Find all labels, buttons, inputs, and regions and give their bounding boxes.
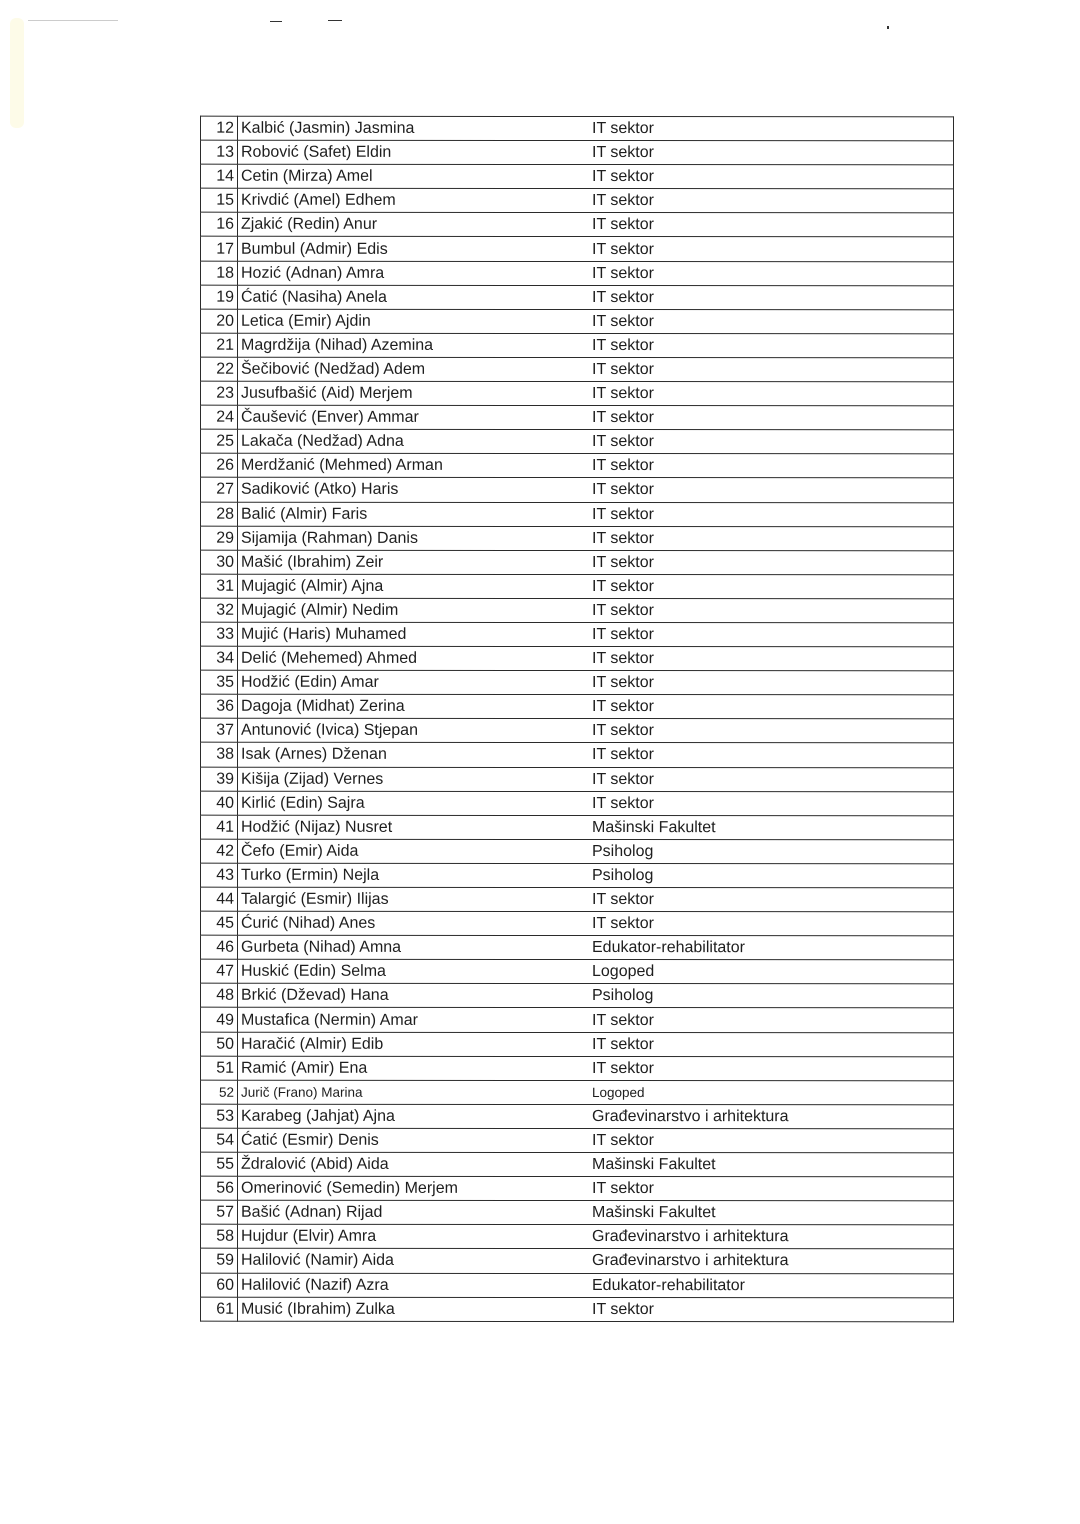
table-row	[201, 502, 954, 527]
person-name: Bumbul (Admir) Edis	[238, 237, 590, 261]
department: IT sektor	[589, 695, 954, 719]
person-name: Huskić (Edin) Selma	[238, 959, 590, 983]
row-number: 19	[201, 285, 238, 309]
table-row	[201, 237, 954, 262]
department: Psiholog	[589, 984, 954, 1008]
table-row	[201, 164, 954, 189]
department: IT sektor	[589, 647, 954, 671]
row-number: 45	[201, 911, 238, 935]
table-row	[201, 1273, 954, 1298]
roster-table	[200, 116, 954, 1322]
person-name: Mujagić (Almir) Ajna	[238, 574, 590, 598]
department: IT sektor	[589, 767, 954, 791]
table-row	[201, 381, 954, 406]
table-row	[201, 911, 954, 936]
person-name: Bašić (Adnan) Rijad	[238, 1200, 590, 1224]
person-name: Mujagić (Almir) Nedim	[238, 598, 590, 622]
table-row	[201, 574, 954, 599]
row-number: 12	[201, 116, 238, 140]
row-number: 27	[201, 478, 238, 502]
department: IT sektor	[589, 719, 954, 743]
row-number: 57	[201, 1200, 238, 1224]
scan-artifact	[887, 26, 889, 29]
person-name: Mustafica (Nermin) Amar	[238, 1008, 590, 1032]
row-number: 20	[201, 309, 238, 333]
department: IT sektor	[589, 1032, 954, 1056]
row-number: 15	[201, 188, 238, 212]
row-number: 43	[201, 863, 238, 887]
table-row	[201, 743, 954, 768]
person-name: Mašić (Ibrahim) Zeir	[238, 550, 590, 574]
person-name: Hozić (Adnan) Amra	[238, 261, 590, 285]
scan-edge-shadow	[10, 18, 24, 128]
table-row	[201, 1152, 954, 1177]
row-number: 47	[201, 959, 238, 983]
person-name: Delić (Mehemed) Ahmed	[238, 646, 590, 670]
table-row	[201, 646, 954, 671]
department: Psiholog	[589, 863, 954, 887]
person-name: Zjakić (Redin) Anur	[238, 213, 590, 237]
department: IT sektor	[589, 1008, 954, 1032]
person-name: Ždralović (Abid) Aida	[238, 1152, 590, 1176]
person-name: Jurič (Frano) Marina	[238, 1080, 590, 1104]
person-name: Isak (Arnes) Dženan	[238, 743, 590, 767]
department: IT sektor	[589, 574, 954, 598]
person-name: Šečibović (Nedžad) Adem	[238, 357, 590, 381]
table-row	[201, 959, 954, 984]
person-name: Magrdžija (Nihad) Azemina	[238, 333, 590, 357]
department: IT sektor	[589, 406, 954, 430]
row-number: 50	[201, 1032, 238, 1056]
department: IT sektor	[589, 671, 954, 695]
person-name: Ćatić (Esmir) Denis	[238, 1128, 590, 1152]
table-row	[201, 767, 954, 792]
row-number: 26	[201, 453, 238, 477]
department: Mašinski Fakultet	[589, 815, 954, 839]
row-number: 48	[201, 984, 238, 1008]
department: IT sektor	[589, 309, 954, 333]
table-row	[201, 984, 954, 1009]
row-number: 51	[201, 1056, 238, 1080]
person-name: Hujdur (Elvir) Amra	[238, 1225, 590, 1249]
person-name: Karabeg (Jahjat) Ajna	[238, 1104, 590, 1128]
department: IT sektor	[589, 1177, 954, 1201]
department: Građevinarstvo i arhitektura	[589, 1249, 954, 1273]
table-row	[201, 285, 954, 310]
row-number: 31	[201, 574, 238, 598]
table-row	[201, 1032, 954, 1057]
row-number: 16	[201, 213, 238, 237]
person-name: Čaušević (Enver) Ammar	[238, 405, 590, 429]
table-row	[201, 526, 954, 551]
department: IT sektor	[589, 189, 954, 213]
row-number: 21	[201, 333, 238, 357]
table-row	[201, 1249, 954, 1274]
row-number: 61	[201, 1297, 238, 1321]
scan-artifact	[328, 20, 342, 21]
table-row	[201, 309, 954, 334]
table-row	[201, 863, 954, 888]
scan-artifact	[28, 20, 118, 21]
person-name: Robović (Safet) Eldin	[238, 140, 590, 164]
row-number: 17	[201, 237, 238, 261]
department: IT sektor	[589, 285, 954, 309]
row-number: 25	[201, 429, 238, 453]
person-name: Antunović (Ivica) Stjepan	[238, 719, 590, 743]
department: IT sektor	[589, 357, 954, 381]
department: IT sektor	[589, 261, 954, 285]
row-number: 56	[201, 1176, 238, 1200]
department: Logoped	[589, 1080, 954, 1104]
row-number: 38	[201, 743, 238, 767]
row-number: 52	[201, 1080, 238, 1104]
person-name: Dagoja (Midhat) Zerina	[238, 694, 590, 718]
table-row	[201, 1224, 954, 1249]
department: IT sektor	[589, 478, 954, 502]
table-row	[201, 261, 954, 286]
department: Mašinski Fakultet	[589, 1201, 954, 1225]
department: Psiholog	[589, 839, 954, 863]
table-row	[201, 1104, 954, 1129]
row-number: 39	[201, 767, 238, 791]
department: IT sektor	[589, 333, 954, 357]
table-row	[201, 839, 954, 864]
person-name: Čefo (Emir) Aida	[238, 839, 590, 863]
department: Građevinarstvo i arhitektura	[589, 1104, 954, 1128]
table-row	[201, 116, 954, 141]
person-name: Ćurić (Nihad) Anes	[238, 911, 590, 935]
row-number: 58	[201, 1224, 238, 1248]
person-name: Halilović (Nazif) Azra	[238, 1273, 590, 1297]
person-name: Musić (Ibrahim) Zulka	[238, 1297, 590, 1321]
person-name: Kalbić (Jasmin) Jasmina	[238, 116, 590, 140]
row-number: 53	[201, 1104, 238, 1128]
row-number: 42	[201, 839, 238, 863]
person-name: Mujić (Haris) Muhamed	[238, 622, 590, 646]
department: Edukator-rehabilitator	[589, 1273, 954, 1297]
department: Logoped	[589, 960, 954, 984]
table-row	[201, 333, 954, 358]
row-number: 28	[201, 502, 238, 526]
table-row	[201, 140, 954, 165]
table-row	[201, 887, 954, 912]
department: IT sektor	[589, 1128, 954, 1152]
department: IT sektor	[589, 743, 954, 767]
department: IT sektor	[589, 165, 954, 189]
department: IT sektor	[589, 213, 954, 237]
table-row	[201, 1080, 954, 1105]
row-number: 41	[201, 815, 238, 839]
table-row	[201, 213, 954, 238]
department: IT sektor	[589, 888, 954, 912]
department: IT sektor	[589, 622, 954, 646]
table-row	[201, 935, 954, 960]
department: IT sektor	[589, 141, 954, 165]
department: IT sektor	[589, 117, 954, 141]
row-number: 36	[201, 694, 238, 718]
department: IT sektor	[589, 526, 954, 550]
person-name: Turko (Ermin) Nejla	[238, 863, 590, 887]
row-number: 40	[201, 791, 238, 815]
scan-artifact	[270, 21, 282, 22]
row-number: 55	[201, 1152, 238, 1176]
row-number: 49	[201, 1008, 238, 1032]
table-row	[201, 719, 954, 744]
department: IT sektor	[589, 550, 954, 574]
row-number: 37	[201, 719, 238, 743]
row-number: 33	[201, 622, 238, 646]
row-number: 18	[201, 261, 238, 285]
row-number: 60	[201, 1273, 238, 1297]
person-name: Krivdić (Amel) Edhem	[238, 188, 590, 212]
table-row	[201, 405, 954, 430]
row-number: 24	[201, 405, 238, 429]
person-name: Cetin (Mirza) Amel	[238, 164, 590, 188]
row-number: 46	[201, 935, 238, 959]
department: Edukator-rehabilitator	[589, 936, 954, 960]
department: IT sektor	[589, 502, 954, 526]
person-name: Hodžić (Edin) Amar	[238, 670, 590, 694]
row-number: 14	[201, 164, 238, 188]
table-row	[201, 1176, 954, 1201]
row-number: 59	[201, 1249, 238, 1273]
person-name: Kirlić (Edin) Sajra	[238, 791, 590, 815]
department: IT sektor	[589, 912, 954, 936]
table-row	[201, 1297, 954, 1322]
row-number: 22	[201, 357, 238, 381]
department: Građevinarstvo i arhitektura	[589, 1225, 954, 1249]
person-name: Kišija (Zijad) Vernes	[238, 767, 590, 791]
department: IT sektor	[589, 791, 954, 815]
table-row	[201, 622, 954, 647]
table-row	[201, 1056, 954, 1081]
department: IT sektor	[589, 382, 954, 406]
row-number: 34	[201, 646, 238, 670]
table-row	[201, 694, 954, 719]
table-row	[201, 791, 954, 816]
person-name: Sijamija (Rahman) Danis	[238, 526, 590, 550]
person-name: Omerinović (Semedin) Merjem	[238, 1176, 590, 1200]
table-row	[201, 815, 954, 840]
row-number: 32	[201, 598, 238, 622]
department: IT sektor	[589, 430, 954, 454]
row-number: 23	[201, 381, 238, 405]
table-row	[201, 1008, 954, 1033]
person-name: Ramić (Amir) Ena	[238, 1056, 590, 1080]
table-row	[201, 1200, 954, 1225]
row-number: 29	[201, 526, 238, 550]
table-row	[201, 429, 954, 454]
person-name: Brkić (Dževad) Hana	[238, 984, 590, 1008]
table-row	[201, 1128, 954, 1153]
person-name: Balić (Almir) Faris	[238, 502, 590, 526]
person-name: Hodžić (Nijaz) Nusret	[238, 815, 590, 839]
person-name: Jusufbašić (Aid) Merjem	[238, 381, 590, 405]
table-row	[201, 550, 954, 575]
department: Mašinski Fakultet	[589, 1153, 954, 1177]
row-number: 44	[201, 887, 238, 911]
table-row	[201, 478, 954, 503]
department: IT sektor	[589, 454, 954, 478]
row-number: 30	[201, 550, 238, 574]
person-name: Sadiković (Atko) Haris	[238, 478, 590, 502]
person-name: Lakača (Nedžad) Adna	[238, 429, 590, 453]
row-number: 35	[201, 670, 238, 694]
person-name: Talargić (Esmir) Ilijas	[238, 887, 590, 911]
person-name: Merdžanić (Mehmed) Arman	[238, 454, 590, 478]
person-name: Gurbeta (Nihad) Amna	[238, 935, 590, 959]
person-name: Letica (Emir) Ajdin	[238, 309, 590, 333]
row-number: 54	[201, 1128, 238, 1152]
department: IT sektor	[589, 237, 954, 261]
table-row	[201, 357, 954, 382]
person-name: Haračić (Almir) Edib	[238, 1032, 590, 1056]
person-name: Halilović (Namir) Aida	[238, 1249, 590, 1273]
department: IT sektor	[589, 598, 954, 622]
table-row	[201, 453, 954, 478]
table-row	[201, 670, 954, 695]
department: IT sektor	[589, 1297, 954, 1321]
row-number: 13	[201, 140, 238, 164]
department: IT sektor	[589, 1056, 954, 1080]
table-row	[201, 188, 954, 213]
person-name: Ćatić (Nasiha) Anela	[238, 285, 590, 309]
table-row	[201, 598, 954, 623]
roster-body	[201, 116, 954, 1321]
